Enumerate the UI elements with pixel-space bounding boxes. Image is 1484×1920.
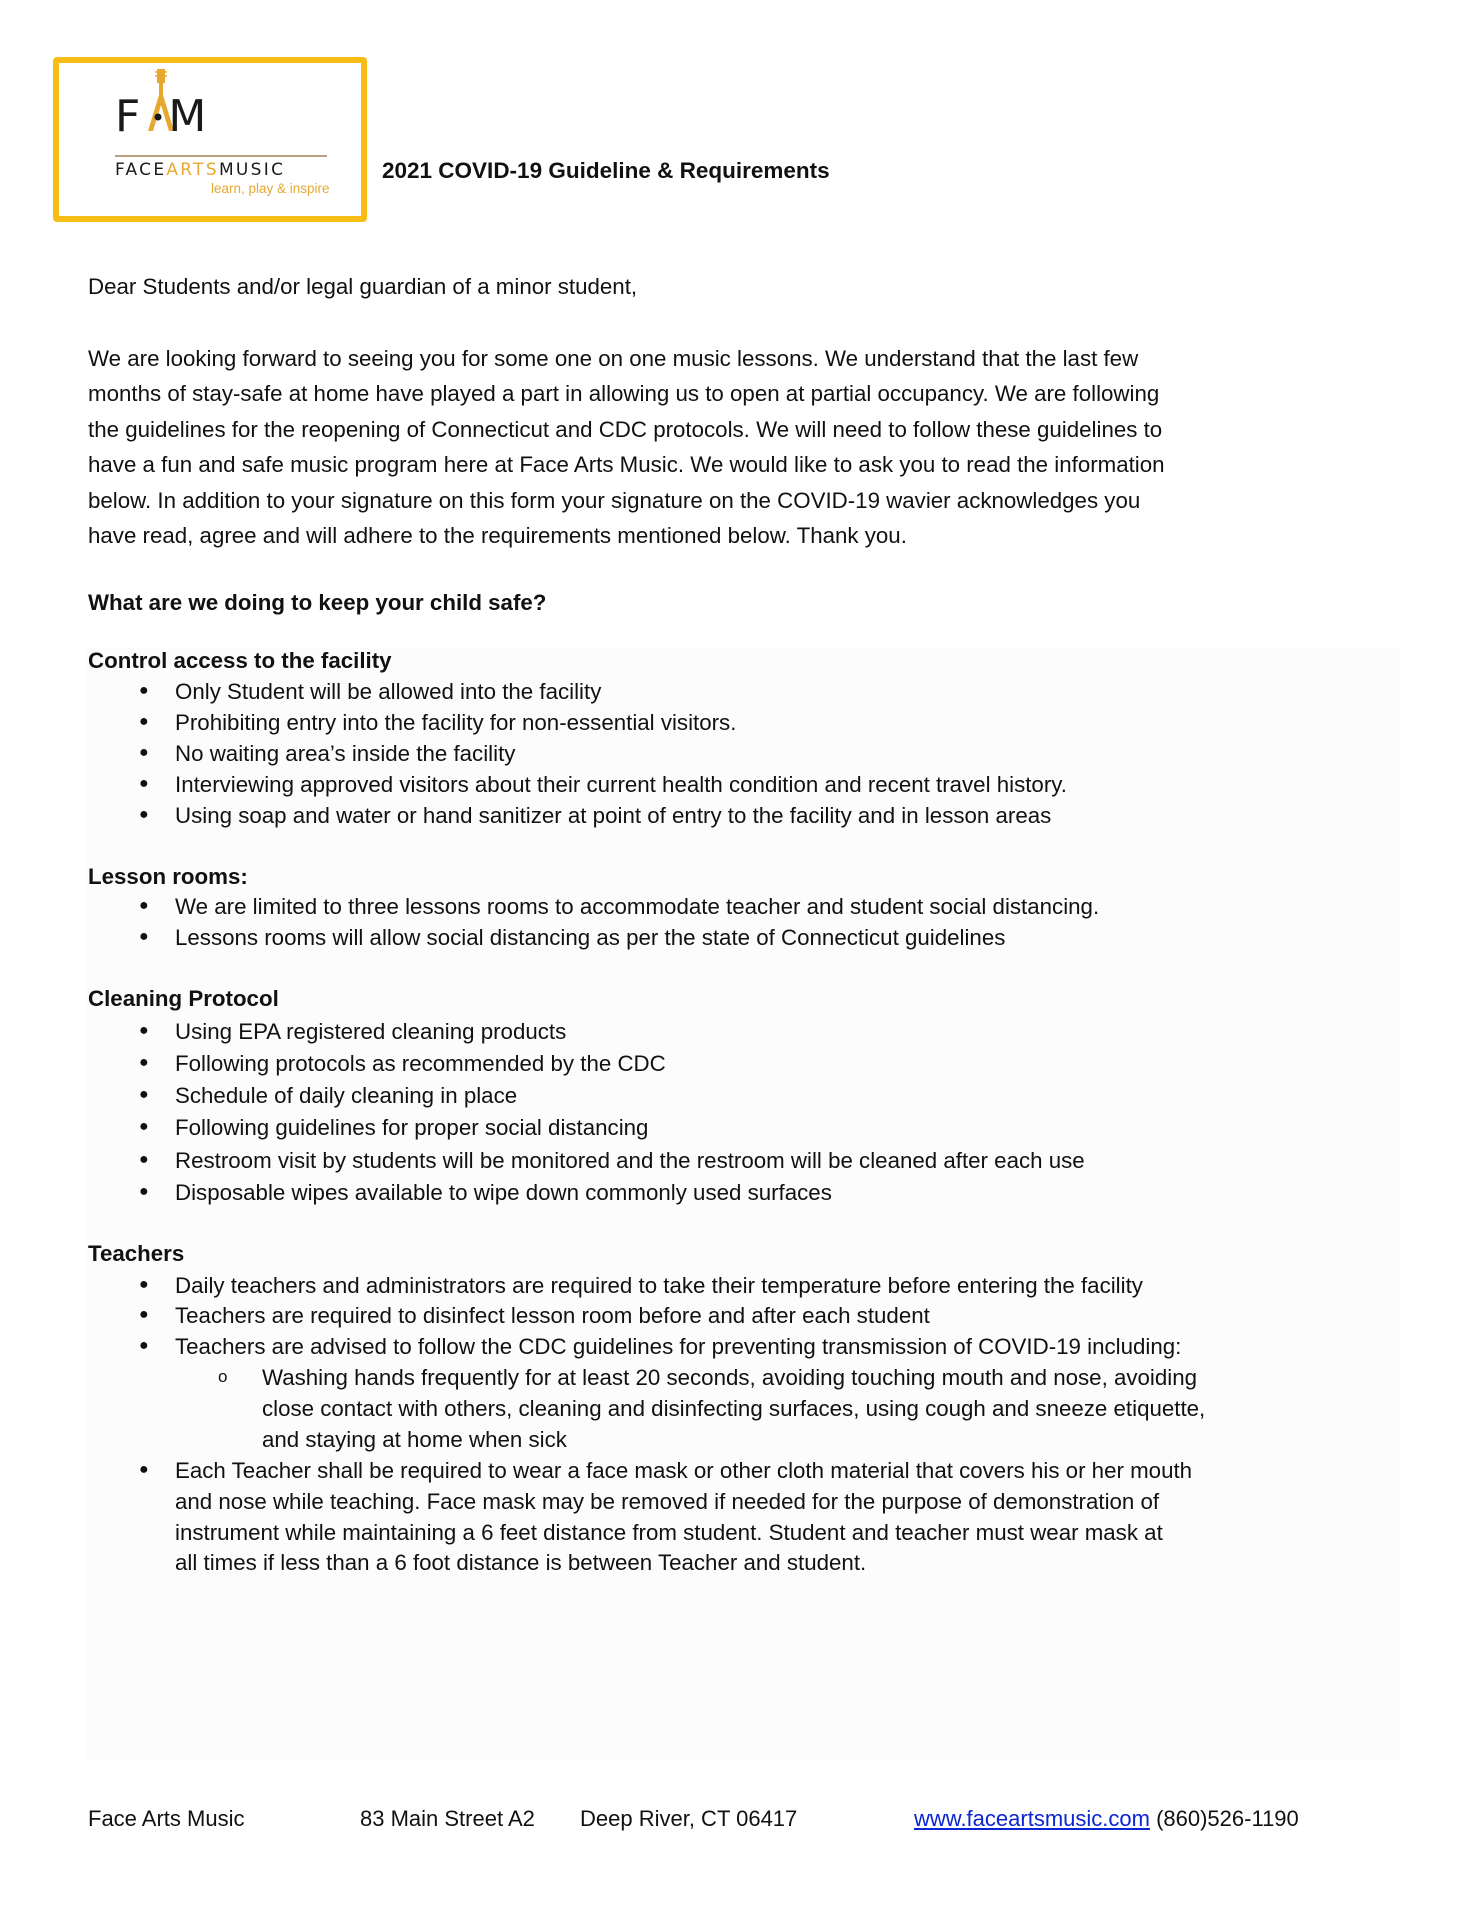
sub-list-item-line: close contact with others, cleaning and disinfecting surfaces, using cough and sneeze etiquette, [262,1396,1206,1421]
list-item: Teachers are advised to follow the CDC guidelines for preventing transmission of COVID-19 including: [175,1334,1182,1359]
logo-divider [115,155,327,157]
bullet-icon: ● [139,897,149,914]
intro-line: have read, agree and will adhere to the requirements mentioned below. Thank you. [88,523,907,549]
bullet-icon: ● [139,928,149,945]
website-link[interactable]: www.faceartsmusic.com [914,1806,1150,1831]
bullet-icon: ● [139,1118,149,1135]
sub-bullet-circle-icon: o [218,1367,228,1386]
section-heading-lesson-rooms: Lesson rooms: [88,864,248,889]
intro-paragraph [88,341,1408,553]
logo-wordmark: FACEARTSMUSIC [115,160,286,180]
bullet-icon: ● [139,1337,149,1354]
bullet-icon: ● [139,713,149,730]
safety-question-heading: What are we doing to keep your child safe? [88,590,547,615]
intro-line: months of stay-safe at home have played a part in allowing us to open at partial occupancy. We are following [88,381,1160,407]
footer-city: Deep River, CT 06417 [580,1806,798,1831]
footer-contact [914,1806,1299,1832]
list-item: Using EPA registered cleaning products [175,1019,567,1044]
bullet-icon: ● [139,1276,149,1293]
bullet-icon: ● [139,806,149,823]
list-item: No waiting area’s inside the facility [175,741,516,766]
footer-phone: (860)526-1190 [1156,1806,1299,1831]
bullet-icon: ● [139,1054,149,1071]
bullet-icon: ● [139,1461,149,1478]
list-item: Following protocols as recommended by the CDC [175,1051,666,1076]
list-item: Restroom visit by students will be monitored and the restroom will be cleaned after each use [175,1148,1085,1173]
list-item-line: Each Teacher shall be required to wear a face mask or other cloth material that covers his or her mouth [175,1458,1193,1483]
list-item: Daily teachers and administrators are required to take their temperature before entering the facility [175,1273,1143,1298]
footer-business-name: Face Arts Music [88,1806,245,1831]
list-item: We are limited to three lessons rooms to accommodate teacher and student social distancing. [175,894,1100,919]
logo-monogram: F M [115,91,208,142]
list-item: Following guidelines for proper social distancing [175,1115,649,1140]
document-title: 2021 COVID-19 Guideline & Requirements [382,158,830,183]
intro-line: We are looking forward to seeing you for some one on one music lessons. We understand that the last few [88,346,1139,371]
section-heading-cleaning-protocol: Cleaning Protocol [88,986,279,1011]
bullet-icon: ● [139,1086,149,1103]
footer-address: 83 Main Street A2 [360,1806,535,1831]
list-item: Disposable wipes available to wipe down commonly used surfaces [175,1180,832,1205]
section-heading-control-access: Control access to the facility [88,648,392,673]
bullet-icon: ● [139,682,149,699]
list-item-line: and nose while teaching. Face mask may be removed if needed for the purpose of demonstration of [175,1489,1160,1514]
list-item: Lessons rooms will allow social distancing as per the state of Connecticut guidelines [175,925,1006,950]
list-item: Only Student will be allowed into the facility [175,679,602,704]
intro-line: the guidelines for the reopening of Connecticut and CDC protocols. We will need to follow these guidelines to [88,416,1163,442]
bullet-icon: ● [139,744,149,761]
intro-line: have a fun and safe music program here at Face Arts Music. We would like to ask you to read the information [88,452,1165,478]
bullet-icon: ● [139,1022,149,1039]
list-item: Using soap and water or hand sanitizer at point of entry to the facility and in lesson areas [175,803,1052,828]
face-arts-music-logo [53,57,367,222]
bullet-icon: ● [139,1183,149,1200]
intro-line: below. In addition to your signature on this form your signature on the COVID-19 wavier acknowledges you [88,487,1141,513]
list-item: Teachers are required to disinfect lesson room before and after each student [175,1303,930,1328]
list-item: Prohibiting entry into the facility for non-essential visitors. [175,710,737,735]
list-item: Interviewing approved visitors about their current health condition and recent travel history. [175,772,1067,797]
list-item-line: all times if less than a 6 foot distance is between Teacher and student. [175,1550,867,1575]
bullet-icon: ● [139,775,149,792]
sub-list-item-line: and staying at home when sick [262,1427,567,1452]
greeting: Dear Students and/or legal guardian of a minor student, [88,274,638,299]
list-item-line: instrument while maintaining a 6 feet distance from student. Student and teacher must wear mask at [175,1520,1163,1545]
bullet-icon: ● [139,1306,149,1323]
logo-tagline: learn, play & inspire [211,181,330,196]
sub-list-item-line: Washing hands frequently for at least 20 seconds, avoiding touching mouth and nose, avoiding [262,1365,1198,1390]
list-item: Schedule of daily cleaning in place [175,1083,518,1108]
bullet-icon: ● [139,1151,149,1168]
section-heading-teachers: Teachers [88,1241,185,1266]
